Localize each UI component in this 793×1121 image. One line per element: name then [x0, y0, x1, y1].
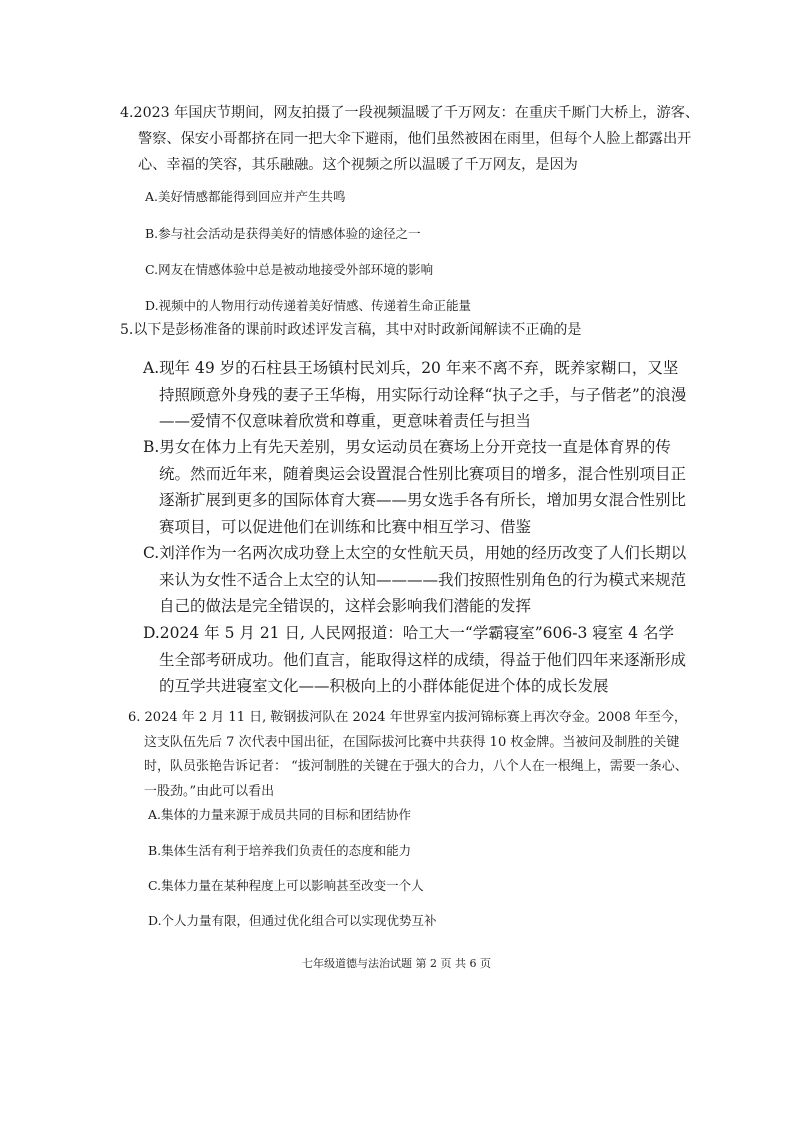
- page-footer: 七年级道德与法治试题 第 2 页 共 6 页: [302, 957, 491, 970]
- question-5-option-c: C.刘洋作为一名两次成功登上太空的女性航天员，用她的经历改变了人们长期以来认为女性不适合上太空的认知————我们按照性别角色的行为模式来规范自己的做法是完全错误的，这样会影响我们潜能的发挥: [143, 544, 687, 615]
- question-6-stem: 6. 2024 年 2 月 11 日, 鞍钢拔河队在 2024 年世界室内拔河锦标赛上再次夺金。2008 年至今，这支队伍先后 7 次代表中国出征，在国际拔河比赛中共获得 10 枚金牌。当被问及制胜的关键时，队员张艳告诉记者： “拔河制胜的关键在于强大的合力，八个人在一根绳上，需要一条心、一股劲。”由此可以看出: [128, 710, 688, 799]
- question-6-option-a: A.集体的力量来源于成员共同的目标和团结协作: [148, 807, 412, 822]
- question-6-option-c: C.集体力量在某种程度上可以影响甚至改变一个人: [148, 878, 424, 893]
- question-4-option-a: A.美好情感都能得到回应并产生共鸣: [145, 189, 346, 204]
- question-5-option-a: A.现年 49 岁的石柱县王场镇村民刘兵，20 年来不离不弃，既养家糊口，又坚持照顾意外身残的妻子王华梅，用实际行动诠释“执子之手，与子偕老”的浪漫——爱情不仅意味着欣赏和尊重，更意味着责任与担当: [143, 359, 687, 430]
- question-5-option-d: D.2024 年 5 月 21 日, 人民网报道：哈工大一“学霸寝室”606-3 寝室 4 名学生全部考研成功。他们直言，能取得这样的成绩，得益于他们四年来逐渐形成的互学共进寝室文化——积极向上的小群体能促进个体的成长发展: [143, 624, 687, 695]
- question-4-stem: 4.2023 年国庆节期间，网友拍摄了一段视频温暖了千万网友：在重庆千厮门大桥上，游客、警察、保安小哥都挤在同一把大伞下避雨，他们虽然被困在雨里，但每个人脸上都露出开心、幸福的笑容，其乐融融。这个视频之所以温暖了千万网友，是因为: [120, 105, 700, 173]
- question-6-option-d: D.个人力量有限，但通过优化组合可以实现优势互补: [148, 913, 437, 928]
- question-4-option-d: D.视频中的人物用行动传递着美好情感、传递着生命正能量: [145, 298, 472, 313]
- question-4-option-c: C.网友在情感体验中总是被动地接受外部环境的影响: [145, 262, 434, 277]
- question-5-option-b: B.男女在体力上有先天差别，男女运动员在赛场上分开竞技一直是体育界的传统。然而近年来，随着奥运会设置混合性别比赛项目的增多，混合性别项目正逐渐扩展到更多的国际体育大赛——男女选手各有所长，增加男女混合性别比赛项目，可以促进他们在训练和比赛中相互学习、借鉴: [143, 438, 687, 536]
- question-6-option-b: B.集体生活有利于培养我们负责任的态度和能力: [148, 843, 412, 858]
- question-5-stem: 5.以下是彭杨准备的课前时政述评发言稿，其中对时政新闻解读不正确的是: [120, 322, 582, 338]
- question-4-option-b: B.参与社会活动是获得美好的情感体验的途径之一: [145, 226, 421, 241]
